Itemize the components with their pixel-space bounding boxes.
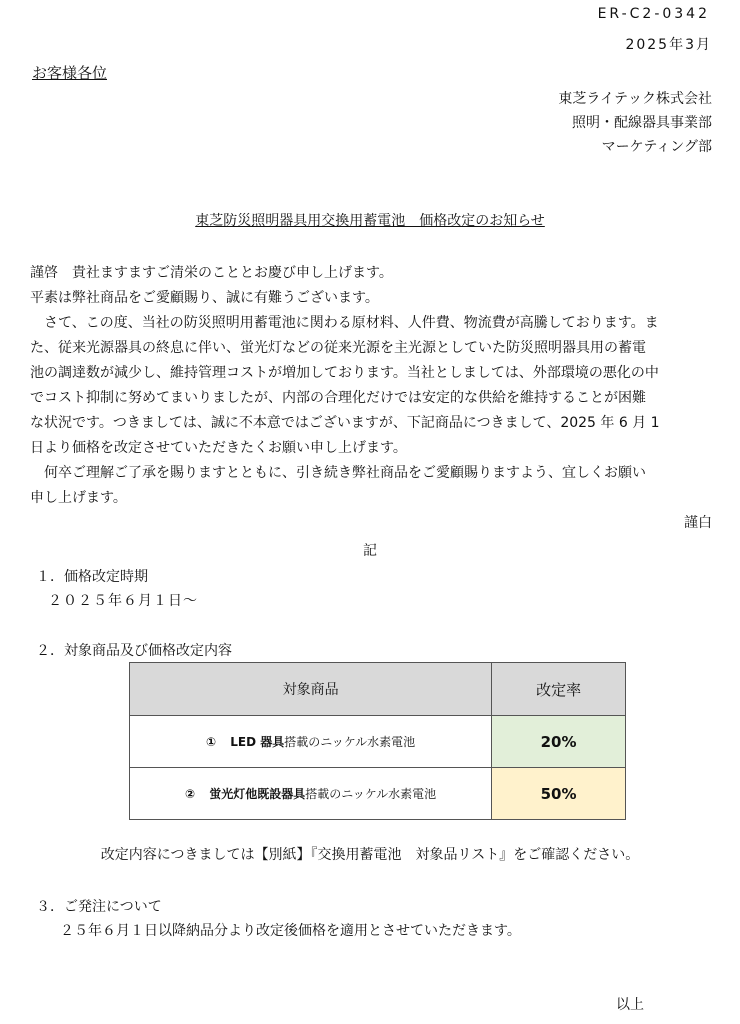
section3-value: ２５年６月１日以降納品分より改定後価格を適用とさせていただきます。 [60,923,521,939]
table-header-product: 対象商品 [130,663,492,716]
row-number: ① [206,735,217,749]
product-cell [130,716,492,768]
rate-cell: 50% [492,768,626,820]
price-revision-table [129,662,626,820]
subject-title: 東芝防災照明器具用交換用蓄電池 価格改定のお知らせ [195,213,545,229]
ki-marker: 記 [363,543,377,559]
document-date: 2025年3月 [625,37,712,53]
row-number: ② [185,787,196,801]
body-line: さて、この度、当社の防災照明用蓄電池に関わる原材料、人件費、物流費が高騰しております。ま [30,315,659,331]
section1-heading: １．価格改定時期 [36,569,148,585]
table-row [130,716,626,768]
rate-cell: 20% [492,716,626,768]
product-bold: 蛍光灯他既設器具 [209,787,306,801]
table-note: 改定内容につきましては【別紙】『交換用蓄電池 対象品リスト』をご確認ください。 [100,847,640,863]
section3-heading: ３．ご発注について [36,899,162,915]
table-header-rate: 改定率 [492,663,626,716]
product-bold: LED 器具 [230,735,285,749]
body-line: 謹啓 貴社ますますご清栄のこととお慶び申し上げます。 [30,265,393,281]
body-line: 日より価格を改定させていただきたくお願い申し上げます。 [30,440,407,456]
body-line: 平素は弊社商品をご愛顧賜り、誠に有難うございます。 [30,290,379,306]
sender-company: 東芝ライテック株式会社 [558,91,712,107]
body-line: でコスト抑制に努めてまいりましたが、内部の合理化だけでは安定的な供給を維持することが困難 [30,390,646,406]
body-line: 申し上げます。 [30,490,127,506]
end-mark: 以上 [616,997,644,1013]
section1-value: ２０２５年６月１日～ [48,593,198,609]
closing-kenpaku: 謹白 [684,515,712,531]
body-line: な状況です。つきましては、誠に不本意ではございますが、下記商品につきまして、2025 年 6 月 1 [30,415,660,431]
body-line: 池の調達数が減少し、維持管理コストが増加しております。当社としましては、外部環境の悪化の中 [30,365,659,381]
section2-heading: ２．対象商品及び価格改定内容 [36,643,232,659]
sender-division: 照明・配線器具事業部 [572,115,712,131]
product-rest: 搭載のニッケル水素電池 [305,787,437,801]
table-row [130,768,626,820]
sender-department: マーケティング部 [601,139,712,155]
addressee: お客様各位 [32,64,108,82]
document-number: ER-C2-0342 [597,6,710,22]
body-line: た、従来光源器具の終息に伴い、蛍光灯などの従来光源を主光源としていた防災照明器具用の蓄電 [30,340,646,356]
product-rest: 搭載のニッケル水素電池 [284,735,416,749]
product-cell [130,768,492,820]
body-line: 何卒ご理解ご了承を賜りますとともに、引き続き弊社商品をご愛顧賜りますよう、宜しくお願い [30,465,646,481]
